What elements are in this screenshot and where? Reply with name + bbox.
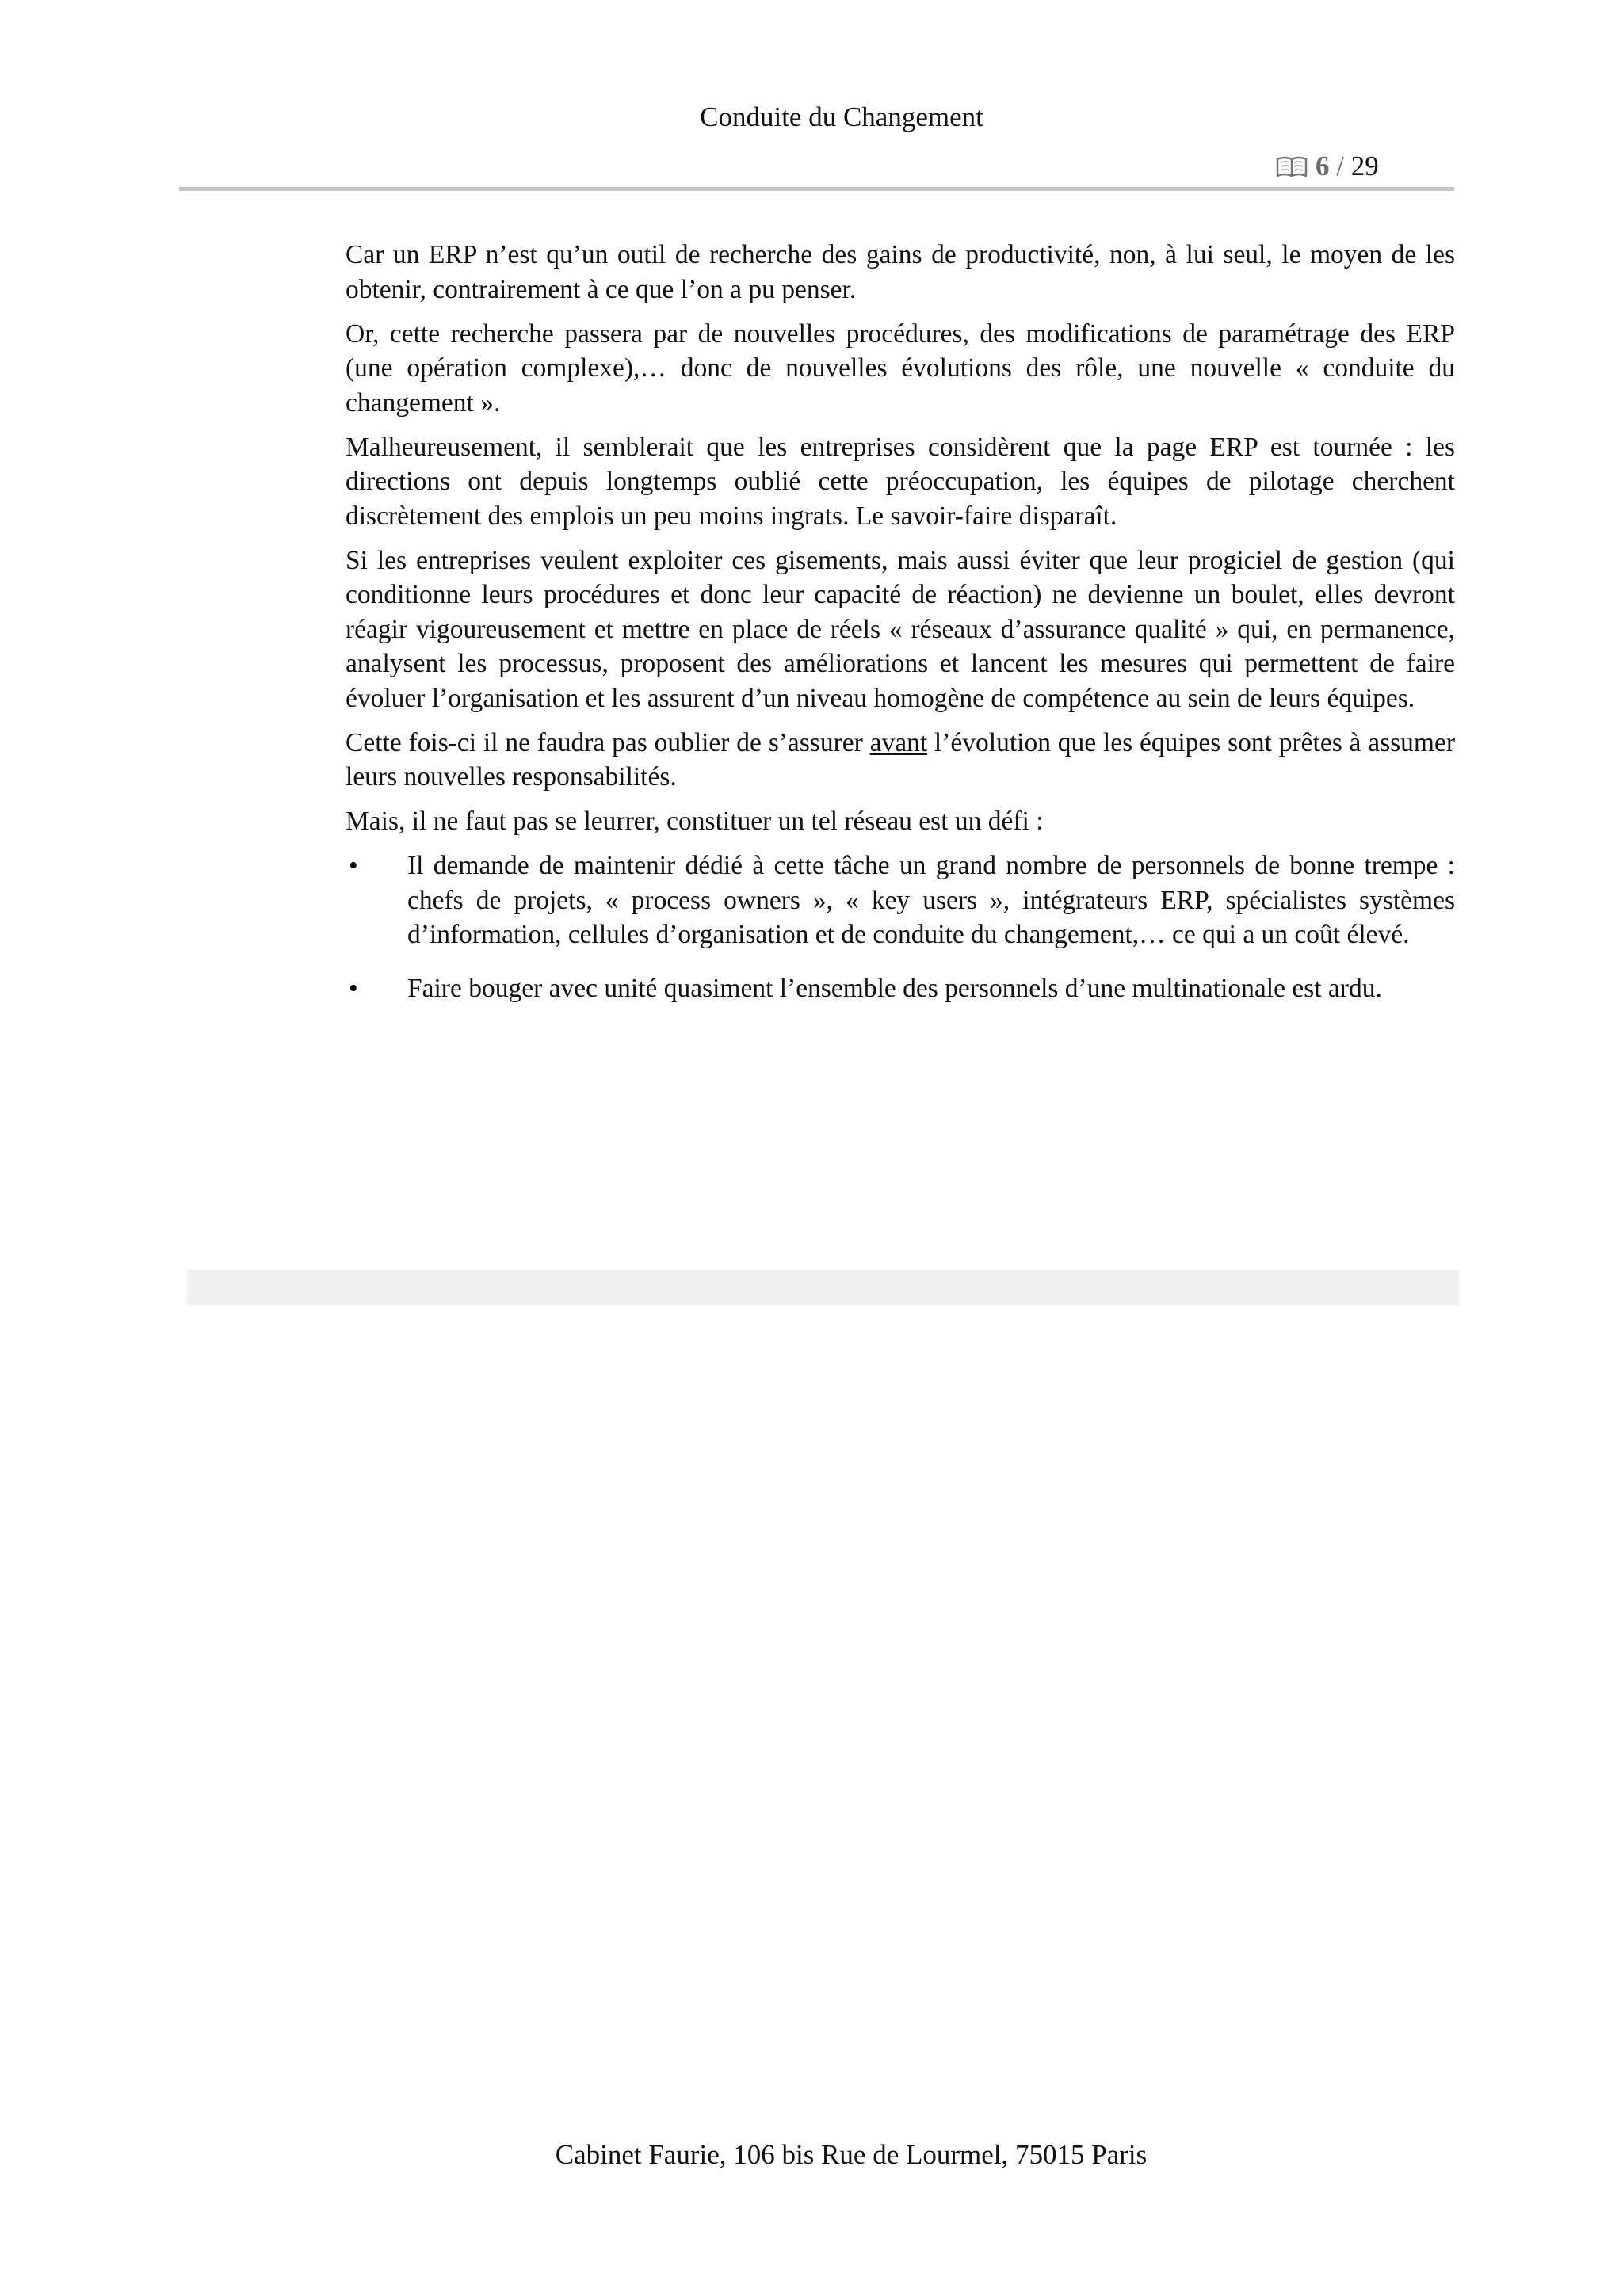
current-page-number: 6 — [1316, 151, 1330, 181]
page-header-title: Conduite du Changement — [700, 101, 983, 132]
list-item-text: Faire bouger avec unité quasiment l’ensemble des personnels d’une multinationale est ardu. — [407, 973, 1382, 1003]
paragraph-quality-networks: Si les entreprises veulent exploiter ces gisements, mais aussi éviter que leur progiciel de gestion (qui conditionne leurs procédures et donc leur capacité de réaction) ne devienne un boulet, elles devront réagir vigoureusement et mettre en place de réels « réseaux d’assurance qualité » qui, en permanence, analysent les processus, proposent des améliorations et lancent les mesures qui permettent de faire évoluer l’organisation et les assurent d’un niveau homogène de compétence au sein de leurs équipes. — [346, 545, 1455, 713]
paragraph-new-procedures: Or, cette recherche passera par de nouvelles procédures, des modifications de paramétrage des ERP (une opération complexe),… donc de nouvelles évolutions des rôle, une nouvelle « conduite du changement ». — [346, 318, 1455, 418]
paragraph-responsibilities-start: Cette fois-ci il ne faudra pas oublier de s’assurer — [346, 727, 870, 757]
header-rule — [179, 187, 1454, 191]
page-counter — [1276, 151, 1379, 185]
paragraph-responsibilities — [346, 726, 1455, 795]
book-icon — [1276, 154, 1308, 185]
bullet-dot: • — [349, 973, 358, 1003]
total-pages: 29 — [1350, 151, 1379, 181]
challenge-bullet-list — [346, 849, 1455, 1005]
paragraph-challenge-intro: Mais, il ne faut pas se leurrer, constituer un tel réseau est un défi : — [346, 807, 1044, 836]
paragraph-responsibilities-end: l’évolution que les équipes sont prêtes à assumer leurs nouvelles responsabilités. — [346, 727, 1455, 791]
list-item — [346, 849, 1455, 952]
paragraph-erp-page-turned: Malheureusement, il semblerait que les entreprises considèrent que la page ERP est tournée : les directions ont depuis longtemps oublié cette préoccupation, les équipes de pilotage cherchent discrètement des emplois un peu moins ingrats. Le savoir-faire disparaît. — [346, 432, 1455, 531]
list-item-text: Il demande de maintenir dédié à cette tâche un grand nombre de personnels de bonne trempe : chefs de projets, « process owners », « key users », intégrateurs ERP, spécialistes systèmes d’information, cellules d’organisation et de conduite du changement,… ce qui a un coût élevé. — [407, 851, 1455, 949]
body-content — [346, 238, 1455, 1024]
list-item — [346, 971, 1455, 1006]
bullet-dot: • — [349, 851, 358, 880]
page-separator: / — [1336, 151, 1344, 181]
underlined-word-avant: avant — [869, 727, 928, 757]
paragraph-erp-tool: Car un ERP n’est qu’un outil de recherche des gains de productivité, non, à lui seul, le moyen de les obtenir, contrairement à ce que l’on a pu penser. — [346, 240, 1455, 304]
grey-band — [187, 1270, 1459, 1305]
page-footer-address: Cabinet Faurie, 106 bis Rue de Lourmel, 75015 Paris — [555, 2139, 1148, 2170]
